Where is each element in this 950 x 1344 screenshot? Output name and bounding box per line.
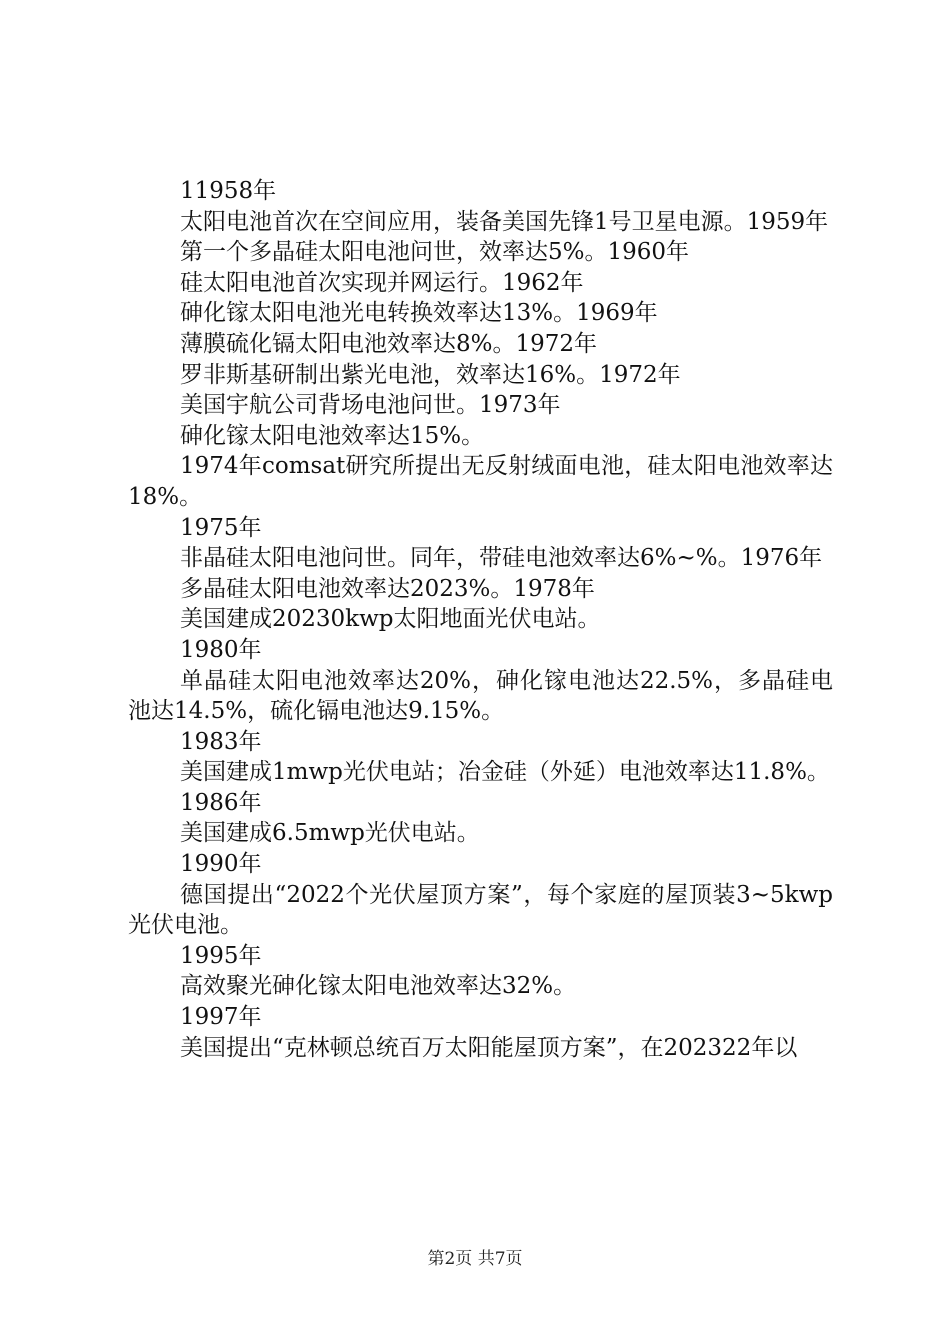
paragraph: 多晶硅太阳电池效率达2023%。1978年 [180, 575, 595, 602]
document-body [128, 176, 833, 1063]
paragraph: 美国建成1mwp光伏电站；冶金硅（外延）电池效率达11.8%。 [180, 759, 830, 786]
paragraph: 1975年 [180, 514, 262, 541]
paragraph: 11958年 [180, 178, 277, 204]
paragraph: 单晶硅太阳电池效率达20%，砷化镓电池达22.5%，多晶硅电池达14.5%，硫化镉电池达9.15%。 [128, 667, 833, 725]
paragraph: 第一个多晶硅太阳电池问世，效率达5%。1960年 [180, 239, 690, 266]
paragraph: 高效聚光砷化镓太阳电池效率达32%。 [180, 973, 577, 1000]
page-footer: 第2页 共7页 [427, 1249, 523, 1269]
paragraph: 德国提出“2022个光伏屋顶方案”，每个家庭的屋顶装3~5kwp光伏电池。 [128, 881, 833, 939]
paragraph: 美国建成20230kwp太阳地面光伏电站。 [180, 606, 601, 633]
paragraph: 罗非斯基研制出紫光电池，效率达16%。1972年 [180, 361, 681, 388]
paragraph: 美国宇航公司背场电池问世。1973年 [180, 392, 561, 419]
paragraph: 1980年 [180, 636, 262, 663]
paragraph: 1974年comsat研究所提出无反射绒面电池，硅太阳电池效率达18%。 [128, 453, 833, 510]
paragraph: 太阳电池首次在空间应用，装备美国先锋1号卫星电源。1959年 [180, 208, 829, 235]
paragraph: 1990年 [180, 851, 262, 878]
paragraph: 砷化镓太阳电池光电转换效率达13%。1969年 [180, 300, 658, 327]
paragraph: 非晶硅太阳电池问世。同年，带硅电池效率达6%~%。1976年 [180, 545, 823, 572]
paragraph: 美国建成6.5mwp光伏电站。 [180, 820, 480, 847]
paragraph: 砷化镓太阳电池效率达15%。 [180, 422, 485, 449]
paragraph: 美国提出“克林顿总统百万太阳能屋顶方案”，在202322年以 [180, 1034, 798, 1061]
paragraph: 1995年 [180, 942, 262, 969]
paragraph: 1983年 [180, 728, 262, 755]
paragraph: 硅太阳电池首次实现并网运行。1962年 [180, 269, 584, 296]
paragraph: 薄膜硫化镉太阳电池效率达8%。1972年 [180, 330, 598, 357]
paragraph: 1997年 [180, 1004, 262, 1031]
paragraph: 1986年 [180, 789, 262, 816]
